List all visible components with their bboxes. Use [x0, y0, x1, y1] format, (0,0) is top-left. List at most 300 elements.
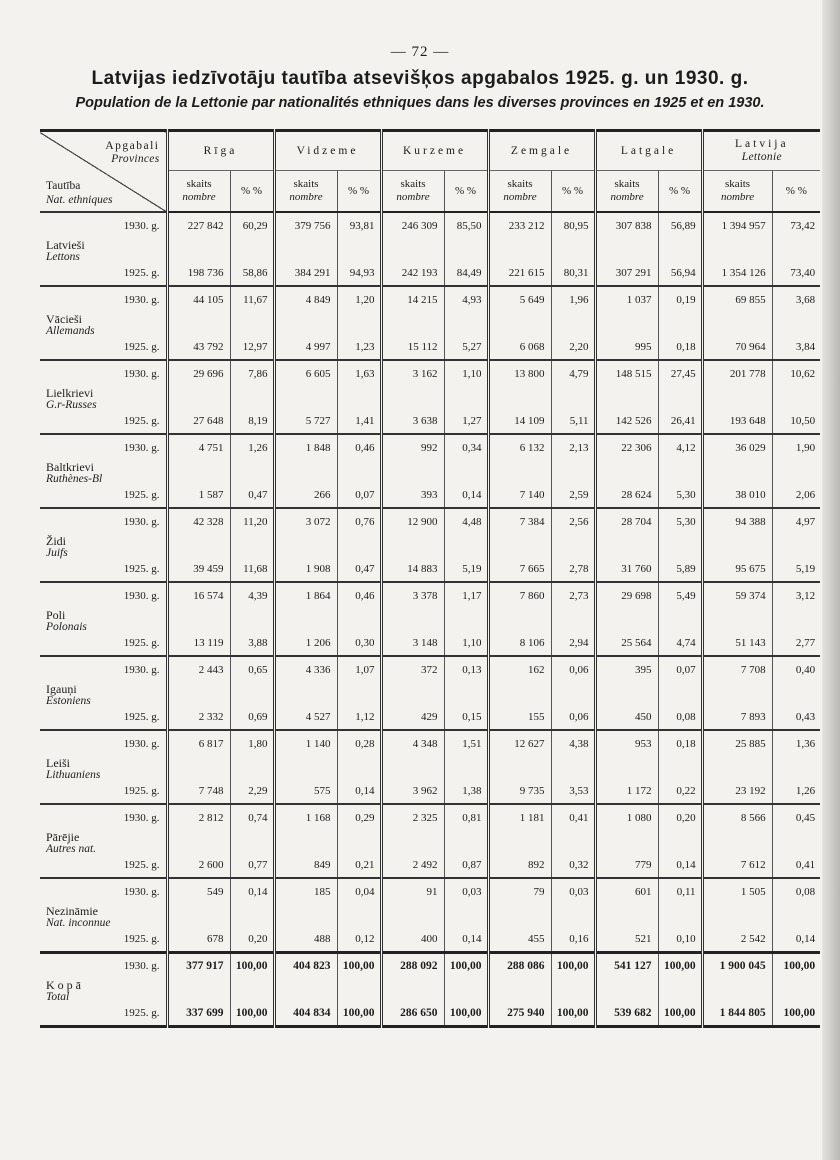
count-cell: 2 542 [702, 905, 772, 952]
nationality-name-fr: Estoniens [46, 695, 91, 707]
count-cell: 384 291 [274, 239, 337, 286]
count-cell: 2 600 [167, 831, 230, 878]
row-label [40, 286, 167, 313]
percent-cell: 11,67 [230, 286, 274, 313]
percent-cell: 56,94 [658, 239, 702, 286]
percent-cell: 0,14 [230, 878, 274, 905]
percent-cell: 8,19 [230, 387, 274, 434]
percent-cell: 0,20 [658, 804, 702, 831]
percent-cell: 0,06 [551, 656, 595, 683]
count-cell: 2 492 [381, 831, 444, 878]
percent-cell: 3,53 [551, 757, 595, 804]
row-label [40, 831, 167, 878]
count-cell: 185 [274, 878, 337, 905]
percent-cell: 0,76 [337, 508, 381, 535]
percent-cell: 1,26 [772, 757, 820, 804]
title-latvian: Latvijas iedzīvotāju tautība atsevišķos apgabalos 1925. g. un 1930. g. [91, 68, 749, 89]
count-label-lv: skaits [507, 178, 533, 190]
percent-cell: 0,77 [230, 831, 274, 878]
percent-label: % % [347, 185, 370, 197]
percent-cell: 100,00 [337, 952, 381, 979]
percent-cell: 1,07 [337, 656, 381, 683]
row-label [40, 878, 167, 905]
count-cell: 7 860 [488, 582, 551, 609]
percent-cell: 0,20 [230, 905, 274, 952]
table-row [40, 609, 820, 656]
count-label-fr: nombre [289, 191, 323, 203]
row-label [40, 582, 167, 609]
count-label-lv: skaits [614, 178, 640, 190]
percent-cell: 3,84 [772, 313, 820, 360]
nationality-name-lv: Igauņi [46, 682, 77, 696]
table-row [40, 804, 820, 831]
nationality-label [46, 979, 84, 1003]
table-row [40, 730, 820, 757]
region-header [488, 131, 595, 171]
row-label [40, 387, 167, 434]
count-cell: 953 [595, 730, 658, 757]
percent-cell: 0,11 [658, 878, 702, 905]
count-cell: 404 834 [274, 979, 337, 1026]
percent-cell: 1,90 [772, 434, 820, 461]
percent-cell: 0,18 [658, 730, 702, 757]
percent-cell: 100,00 [551, 952, 595, 979]
count-cell: 5 727 [274, 387, 337, 434]
count-cell: 94 388 [702, 508, 772, 535]
percent-cell: 1,23 [337, 313, 381, 360]
percent-cell: 1,20 [337, 286, 381, 313]
count-cell: 9 735 [488, 757, 551, 804]
row-year: 1930. g. [123, 368, 160, 380]
count-cell: 6 605 [274, 360, 337, 387]
count-cell: 15 112 [381, 313, 444, 360]
count-cell: 3 378 [381, 582, 444, 609]
percent-cell: 84,49 [444, 239, 488, 286]
count-cell: 393 [381, 461, 444, 508]
percent-cell: 0,43 [772, 683, 820, 730]
nationality-name-lv: Židi [46, 534, 66, 548]
count-cell: 12 900 [381, 508, 444, 535]
row-year: 1930. g. [123, 960, 160, 973]
count-cell: 4 751 [167, 434, 230, 461]
percent-label: % % [454, 185, 477, 197]
table-row [40, 239, 820, 286]
row-year: 1930. g. [123, 220, 160, 232]
percent-cell: 0,13 [444, 656, 488, 683]
percent-cell: 100,00 [337, 979, 381, 1026]
count-cell: 233 212 [488, 212, 551, 239]
percent-subheader [337, 171, 381, 213]
percent-cell: 1,12 [337, 683, 381, 730]
percent-cell: 2,20 [551, 313, 595, 360]
table-row [40, 831, 820, 878]
count-label-lv: skaits [400, 178, 426, 190]
percent-cell: 1,96 [551, 286, 595, 313]
percent-cell: 4,12 [658, 434, 702, 461]
region-header [167, 131, 274, 171]
percent-cell: 100,00 [230, 952, 274, 979]
count-cell: 849 [274, 831, 337, 878]
count-cell: 70 964 [702, 313, 772, 360]
count-cell: 1 864 [274, 582, 337, 609]
row-label [40, 508, 167, 535]
region-name: Latgale [620, 144, 677, 157]
percent-cell: 0,15 [444, 683, 488, 730]
region-header [381, 131, 488, 171]
region-name: Vidzeme [296, 144, 359, 157]
count-cell: 7 748 [167, 757, 230, 804]
count-cell: 286 650 [381, 979, 444, 1026]
count-cell: 1 037 [595, 286, 658, 313]
percent-cell: 1,17 [444, 582, 488, 609]
row-year: 1930. g. [123, 886, 160, 898]
region-name: Zemgale [510, 144, 573, 157]
count-label-fr: nombre [610, 191, 644, 203]
percent-cell: 0,47 [337, 535, 381, 582]
count-cell: 148 515 [595, 360, 658, 387]
table-row [40, 656, 820, 683]
percent-cell: 4,48 [444, 508, 488, 535]
nationality-name-lv: Kopā [46, 978, 84, 992]
count-cell: 779 [595, 831, 658, 878]
count-cell: 575 [274, 757, 337, 804]
count-cell: 13 800 [488, 360, 551, 387]
row-label [40, 313, 167, 360]
region-header [702, 131, 820, 171]
count-cell: 3 072 [274, 508, 337, 535]
table-row [40, 535, 820, 582]
table-row [40, 212, 820, 239]
row-label [40, 434, 167, 461]
count-cell: 601 [595, 878, 658, 905]
count-cell: 377 917 [167, 952, 230, 979]
row-year: 1925. g. [123, 637, 160, 649]
percent-cell: 2,56 [551, 508, 595, 535]
row-year: 1925. g. [123, 563, 160, 575]
count-cell: 13 119 [167, 609, 230, 656]
count-cell: 7 708 [702, 656, 772, 683]
percent-cell: 0,04 [337, 878, 381, 905]
count-cell: 450 [595, 683, 658, 730]
count-label-lv: skaits [186, 178, 212, 190]
row-label [40, 683, 167, 730]
count-label-lv: skaits [293, 178, 319, 190]
region-name: Kurzeme [402, 144, 467, 157]
percent-cell: 0,81 [444, 804, 488, 831]
count-cell: 8 106 [488, 609, 551, 656]
percent-cell: 0,46 [337, 582, 381, 609]
count-cell: 39 459 [167, 535, 230, 582]
row-year: 1930. g. [123, 812, 160, 824]
count-cell: 1 172 [595, 757, 658, 804]
count-cell: 23 192 [702, 757, 772, 804]
percent-cell: 2,77 [772, 609, 820, 656]
row-label [40, 905, 167, 952]
count-subheader [167, 171, 230, 213]
row-label [40, 979, 167, 1026]
count-cell: 221 615 [488, 239, 551, 286]
nationality-name-fr: Allemands [46, 325, 95, 337]
percent-cell: 0,14 [658, 831, 702, 878]
percent-subheader [444, 171, 488, 213]
count-cell: 4 849 [274, 286, 337, 313]
percent-cell: 3,12 [772, 582, 820, 609]
nationality-name-lv: Vācieši [46, 312, 82, 326]
percent-cell: 0,46 [337, 434, 381, 461]
percent-subheader [230, 171, 274, 213]
count-cell: 7 140 [488, 461, 551, 508]
table-row [40, 683, 820, 730]
count-label-fr: nombre [720, 191, 755, 203]
count-cell: 539 682 [595, 979, 658, 1026]
nationality-label [46, 461, 102, 485]
percent-cell: 0,03 [551, 878, 595, 905]
table-row [40, 508, 820, 535]
percent-cell: 1,38 [444, 757, 488, 804]
percent-cell: 2,59 [551, 461, 595, 508]
percent-cell: 2,06 [772, 461, 820, 508]
row-label [40, 360, 167, 387]
percent-cell: 26,41 [658, 387, 702, 434]
percent-cell: 1,41 [337, 387, 381, 434]
corner-provinces-lv: Apgabali [105, 140, 160, 152]
nationality-name-lv: Lielkrievi [46, 386, 94, 400]
count-cell: 1 900 045 [702, 952, 772, 979]
count-cell: 455 [488, 905, 551, 952]
nationality-name-lv: Nezināmie [46, 904, 98, 918]
percent-cell: 0,14 [444, 461, 488, 508]
percent-cell: 11,20 [230, 508, 274, 535]
count-cell: 307 291 [595, 239, 658, 286]
table-row [40, 360, 820, 387]
percent-cell: 0,74 [230, 804, 274, 831]
count-cell: 429 [381, 683, 444, 730]
count-cell: 95 675 [702, 535, 772, 582]
percent-label: % % [240, 185, 263, 197]
percent-cell: 94,93 [337, 239, 381, 286]
percent-cell: 5,19 [772, 535, 820, 582]
nationality-label [46, 387, 97, 411]
percent-cell: 0,45 [772, 804, 820, 831]
row-year: 1925. g. [123, 267, 160, 279]
percent-cell: 4,39 [230, 582, 274, 609]
count-cell: 3 148 [381, 609, 444, 656]
row-label [40, 239, 167, 286]
percent-cell: 0,16 [551, 905, 595, 952]
count-subheader [702, 171, 772, 213]
count-cell: 36 029 [702, 434, 772, 461]
percent-cell: 0,28 [337, 730, 381, 757]
nationality-name-fr: Lettons [46, 251, 80, 263]
percent-cell: 0,14 [772, 905, 820, 952]
count-cell: 7 893 [702, 683, 772, 730]
count-cell: 6 817 [167, 730, 230, 757]
percent-cell: 0,07 [658, 656, 702, 683]
count-cell: 3 162 [381, 360, 444, 387]
count-cell: 227 842 [167, 212, 230, 239]
count-cell: 678 [167, 905, 230, 952]
percent-cell: 10,50 [772, 387, 820, 434]
count-cell: 246 309 [381, 212, 444, 239]
percent-cell: 5,11 [551, 387, 595, 434]
count-cell: 1 848 [274, 434, 337, 461]
count-subheader [381, 171, 444, 213]
count-cell: 44 105 [167, 286, 230, 313]
table-row [40, 461, 820, 508]
percent-cell: 0,47 [230, 461, 274, 508]
count-cell: 275 940 [488, 979, 551, 1026]
nationality-label [46, 313, 95, 337]
count-cell: 2 325 [381, 804, 444, 831]
table-row [40, 878, 820, 905]
count-cell: 395 [595, 656, 658, 683]
percent-cell: 2,13 [551, 434, 595, 461]
percent-cell: 12,97 [230, 313, 274, 360]
count-cell: 379 756 [274, 212, 337, 239]
nationality-label [46, 831, 96, 855]
row-label [40, 609, 167, 656]
count-cell: 541 127 [595, 952, 658, 979]
percent-cell: 80,31 [551, 239, 595, 286]
row-label [40, 535, 167, 582]
nationality-name-fr: Autres nat. [46, 843, 97, 855]
percent-cell: 0,41 [551, 804, 595, 831]
nationality-name-fr: Polonais [46, 621, 87, 633]
percent-cell: 56,89 [658, 212, 702, 239]
region-header [274, 131, 381, 171]
count-cell: 404 823 [274, 952, 337, 979]
percent-cell: 0,14 [444, 905, 488, 952]
percent-subheader [551, 171, 595, 213]
percent-cell: 0,18 [658, 313, 702, 360]
row-year: 1925. g. [123, 859, 160, 871]
percent-cell: 0,34 [444, 434, 488, 461]
count-cell: 38 010 [702, 461, 772, 508]
percent-label: % % [669, 185, 691, 197]
count-cell: 1 394 957 [702, 212, 772, 239]
percent-cell: 0,14 [337, 757, 381, 804]
row-label [40, 952, 167, 979]
count-cell: 79 [488, 878, 551, 905]
percent-cell: 5,30 [658, 508, 702, 535]
count-cell: 12 627 [488, 730, 551, 757]
count-label-lv: skaits [725, 178, 751, 190]
percent-cell: 1,26 [230, 434, 274, 461]
percent-cell: 100,00 [230, 979, 274, 1026]
percent-cell: 100,00 [658, 979, 702, 1026]
row-label [40, 461, 167, 508]
percent-cell: 0,19 [658, 286, 702, 313]
corner-provinces-fr: Provinces [111, 153, 160, 165]
row-label [40, 212, 167, 239]
count-cell: 91 [381, 878, 444, 905]
count-cell: 288 092 [381, 952, 444, 979]
count-cell: 1 080 [595, 804, 658, 831]
count-cell: 201 778 [702, 360, 772, 387]
percent-cell: 4,74 [658, 609, 702, 656]
count-cell: 2 332 [167, 683, 230, 730]
percent-cell: 1,51 [444, 730, 488, 757]
count-cell: 155 [488, 683, 551, 730]
percent-cell: 0,12 [337, 905, 381, 952]
row-year: 1930. g. [123, 516, 160, 528]
percent-cell: 0,29 [337, 804, 381, 831]
count-label-fr: nombre [503, 191, 537, 203]
count-cell: 1 908 [274, 535, 337, 582]
percent-cell: 85,50 [444, 212, 488, 239]
count-cell: 992 [381, 434, 444, 461]
row-year: 1925. g. [123, 711, 160, 723]
table-row [40, 434, 820, 461]
percent-cell: 0,08 [772, 878, 820, 905]
row-label [40, 730, 167, 757]
percent-cell: 4,93 [444, 286, 488, 313]
count-cell: 1 206 [274, 609, 337, 656]
percent-cell: 27,45 [658, 360, 702, 387]
table-row [40, 313, 820, 360]
percent-label: % % [785, 185, 807, 197]
nationality-label [46, 535, 68, 559]
corner-header-cell [40, 131, 167, 213]
percent-cell: 5,30 [658, 461, 702, 508]
count-cell: 266 [274, 461, 337, 508]
region-name: Rīga [203, 144, 238, 157]
row-label [40, 757, 167, 804]
count-cell: 28 624 [595, 461, 658, 508]
nationality-name-fr: Juifs [46, 547, 68, 559]
total-row [40, 979, 820, 1026]
row-year: 1930. g. [123, 664, 160, 676]
percent-cell: 0,21 [337, 831, 381, 878]
percent-cell: 0,03 [444, 878, 488, 905]
nationality-name-fr: Lithuaniens [46, 769, 101, 781]
row-label [40, 656, 167, 683]
count-cell: 28 704 [595, 508, 658, 535]
nationality-label [46, 757, 100, 781]
count-cell: 1 140 [274, 730, 337, 757]
count-cell: 14 109 [488, 387, 551, 434]
count-cell: 6 068 [488, 313, 551, 360]
percent-cell: 1,63 [337, 360, 381, 387]
nationality-name-lv: Pārējie [46, 830, 80, 844]
count-cell: 372 [381, 656, 444, 683]
percent-label: % % [562, 185, 584, 197]
percent-cell: 0,87 [444, 831, 488, 878]
count-cell: 31 760 [595, 535, 658, 582]
nationality-name-lv: Leiši [46, 756, 70, 770]
percent-cell: 4,97 [772, 508, 820, 535]
row-year: 1930. g. [123, 442, 160, 454]
percent-cell: 1,27 [444, 387, 488, 434]
count-cell: 1 844 805 [702, 979, 772, 1026]
count-cell: 14 215 [381, 286, 444, 313]
count-cell: 59 374 [702, 582, 772, 609]
count-cell: 162 [488, 656, 551, 683]
nationality-name-fr: Total [46, 991, 70, 1003]
count-cell: 288 086 [488, 952, 551, 979]
count-cell: 43 792 [167, 313, 230, 360]
count-cell: 1 505 [702, 878, 772, 905]
percent-cell: 0,69 [230, 683, 274, 730]
percent-cell: 4,38 [551, 730, 595, 757]
count-cell: 25 885 [702, 730, 772, 757]
region-name-fr: Lettonie [741, 151, 782, 163]
count-cell: 1 168 [274, 804, 337, 831]
nationality-label [46, 609, 87, 633]
count-cell: 25 564 [595, 609, 658, 656]
percent-cell: 0,65 [230, 656, 274, 683]
region-header [595, 131, 702, 171]
